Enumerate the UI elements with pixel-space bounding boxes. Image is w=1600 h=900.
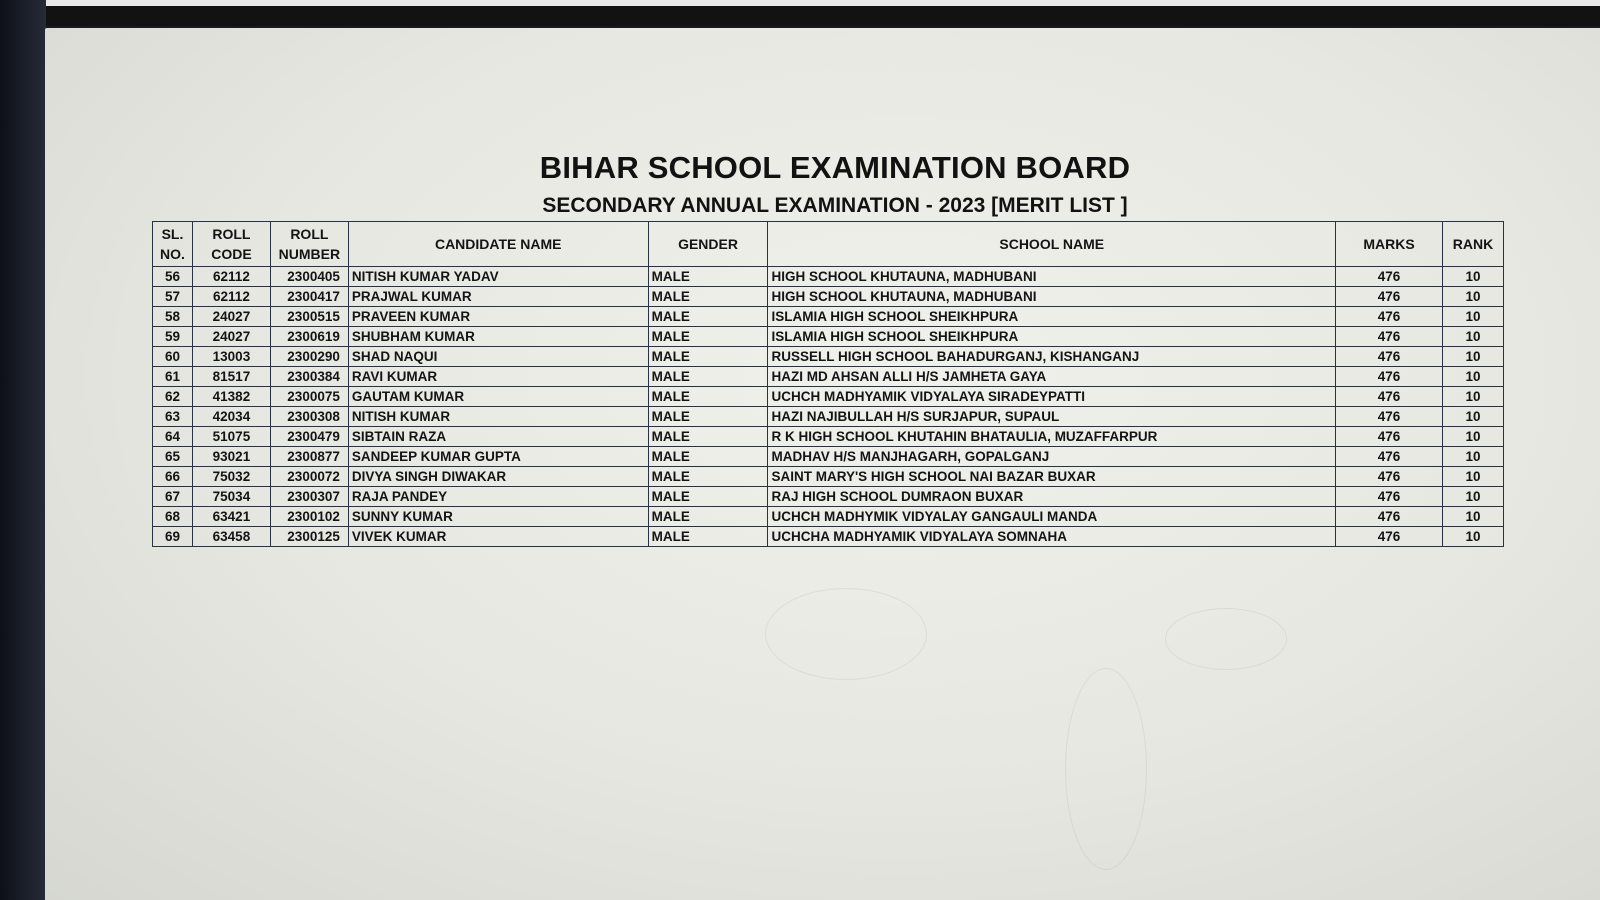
cell-gender: MALE [648,407,768,427]
cell-school-name: RUSSELL HIGH SCHOOL BAHADURGANJ, KISHANGANJ [768,347,1336,367]
cell-roll-number: 2300417 [270,287,348,307]
cell-candidate-name: PRAJWAL KUMAR [348,287,648,307]
cell-rank: 10 [1442,287,1503,307]
merit-list-table [152,221,1504,547]
cell-candidate-name: SANDEEP KUMAR GUPTA [348,447,648,467]
cell-school-name: UCHCH MADHYMIK VIDYALAY GANGAULI MANDA [768,507,1336,527]
cell-roll-number: 2300308 [270,407,348,427]
table-row [153,347,1504,367]
cell-candidate-name: PRAVEEN KUMAR [348,307,648,327]
table-body [153,267,1504,547]
table-row [153,507,1504,527]
table-row [153,407,1504,427]
cell-roll-code: 51075 [192,427,270,447]
cell-roll-number: 2300307 [270,487,348,507]
cell-roll-number: 2300125 [270,527,348,547]
cell-roll-code: 24027 [192,327,270,347]
cell-roll-number: 2300290 [270,347,348,367]
cell-marks: 476 [1336,267,1443,287]
cell-roll-code: 41382 [192,387,270,407]
header-roll-number-line2: NUMBER [278,246,341,262]
cell-school-name: ISLAMIA HIGH SCHOOL SHEIKHPURA [768,327,1336,347]
header-marks: MARKS [1336,222,1443,267]
header-candidate-name: CANDIDATE NAME [348,222,648,267]
cell-sl-no: 62 [153,387,193,407]
cell-rank: 10 [1442,527,1503,547]
table-row [153,447,1504,467]
cell-marks: 476 [1336,367,1443,387]
cell-roll-number: 2300877 [270,447,348,467]
cell-sl-no: 67 [153,487,193,507]
cell-rank: 10 [1442,487,1503,507]
screen-smudge [1165,608,1287,670]
cell-marks: 476 [1336,527,1443,547]
table-row [153,387,1504,407]
cell-gender: MALE [648,347,768,367]
header-roll-code-line1: ROLL [212,226,251,242]
cell-candidate-name: SHUBHAM KUMAR [348,327,648,347]
header-roll-code [192,222,270,267]
cell-roll-code: 81517 [192,367,270,387]
cell-roll-number: 2300102 [270,507,348,527]
cell-sl-no: 66 [153,467,193,487]
cell-sl-no: 69 [153,527,193,547]
cell-roll-number: 2300075 [270,387,348,407]
table-row [153,267,1504,287]
cell-marks: 476 [1336,467,1443,487]
cell-candidate-name: GAUTAM KUMAR [348,387,648,407]
header-row [153,222,1504,267]
cell-rank: 10 [1442,347,1503,367]
table-row [153,307,1504,327]
cell-school-name: R K HIGH SCHOOL KHUTAHIN BHATAULIA, MUZAFFARPUR [768,427,1336,447]
header-roll-code-line2: CODE [211,246,252,262]
cell-school-name: HIGH SCHOOL KHUTAUNA, MADHUBANI [768,287,1336,307]
cell-school-name: UCHCH MADHYAMIK VIDYALAYA SIRADEYPATTI [768,387,1336,407]
table-row [153,427,1504,447]
cell-school-name: SAINT MARY'S HIGH SCHOOL NAI BAZAR BUXAR [768,467,1336,487]
cell-school-name: UCHCHA MADHYAMIK VIDYALAYA SOMNAHA [768,527,1336,547]
cell-roll-number: 2300479 [270,427,348,447]
cell-sl-no: 56 [153,267,193,287]
cell-roll-code: 13003 [192,347,270,367]
cell-roll-number: 2300405 [270,267,348,287]
cell-marks: 476 [1336,287,1443,307]
cell-roll-code: 62112 [192,267,270,287]
monitor-left-bezel [0,0,46,900]
cell-sl-no: 68 [153,507,193,527]
document-title: BIHAR SCHOOL EXAMINATION BOARD [539,150,1131,185]
table-row [153,367,1504,387]
cell-roll-code: 75032 [192,467,270,487]
cell-roll-code: 42034 [192,407,270,427]
cell-marks: 476 [1336,407,1443,427]
cell-candidate-name: SIBTAIN RAZA [348,427,648,447]
cell-sl-no: 58 [153,307,193,327]
cell-gender: MALE [648,307,768,327]
cell-sl-no: 57 [153,287,193,307]
cell-marks: 476 [1336,487,1443,507]
header-roll-number-line1: ROLL [290,226,329,242]
cell-roll-code: 63458 [192,527,270,547]
cell-candidate-name: VIVEK KUMAR [348,527,648,547]
cell-roll-code: 24027 [192,307,270,327]
cell-candidate-name: SHAD NAQUI [348,347,648,367]
cell-rank: 10 [1442,507,1503,527]
header-gender: GENDER [648,222,768,267]
cell-candidate-name: RAVI KUMAR [348,367,648,387]
cell-school-name: ISLAMIA HIGH SCHOOL SHEIKHPURA [768,307,1336,327]
cell-school-name: RAJ HIGH SCHOOL DUMRAON BUXAR [768,487,1336,507]
cell-rank: 10 [1442,387,1503,407]
cell-sl-no: 61 [153,367,193,387]
header-roll-number [270,222,348,267]
cell-marks: 476 [1336,387,1443,407]
screen-smudge [1065,668,1147,870]
cell-gender: MALE [648,327,768,347]
cell-gender: MALE [648,387,768,407]
cell-rank: 10 [1442,327,1503,347]
cell-rank: 10 [1442,267,1503,287]
cell-rank: 10 [1442,447,1503,467]
cell-sl-no: 60 [153,347,193,367]
cell-gender: MALE [648,287,768,307]
cell-marks: 476 [1336,427,1443,447]
cell-school-name: MADHAV H/S MANJHAGARH, GOPALGANJ [768,447,1336,467]
table-row [153,287,1504,307]
cell-gender: MALE [648,267,768,287]
document-subtitle: SECONDARY ANNUAL EXAMINATION - 2023 [MERIT LIST ] [542,194,1128,217]
table-row [153,487,1504,507]
cell-candidate-name: DIVYA SINGH DIWAKAR [348,467,648,487]
cell-sl-no: 59 [153,327,193,347]
cell-roll-code: 93021 [192,447,270,467]
cell-roll-number: 2300384 [270,367,348,387]
cell-sl-no: 63 [153,407,193,427]
cell-gender: MALE [648,467,768,487]
cell-marks: 476 [1336,507,1443,527]
table-row [153,527,1504,547]
cell-roll-number: 2300072 [270,467,348,487]
cell-candidate-name: SUNNY KUMAR [348,507,648,527]
header-school-name: SCHOOL NAME [768,222,1336,267]
cell-roll-code: 63421 [192,507,270,527]
cell-rank: 10 [1442,427,1503,447]
cell-candidate-name: NITISH KUMAR [348,407,648,427]
cell-gender: MALE [648,527,768,547]
header-rank: RANK [1442,222,1503,267]
table-row [153,327,1504,347]
table-header [153,222,1504,267]
header-sl-no [153,222,193,267]
cell-school-name: HAZI MD AHSAN ALLI H/S JAMHETA GAYA [768,367,1336,387]
cell-sl-no: 64 [153,427,193,447]
cell-gender: MALE [648,367,768,387]
cell-rank: 10 [1442,307,1503,327]
cell-candidate-name: RAJA PANDEY [348,487,648,507]
cell-gender: MALE [648,447,768,467]
cell-rank: 10 [1442,407,1503,427]
cell-marks: 476 [1336,327,1443,347]
cell-school-name: HAZI NAJIBULLAH H/S SURJAPUR, SUPAUL [768,407,1336,427]
cell-marks: 476 [1336,447,1443,467]
cell-gender: MALE [648,427,768,447]
cell-candidate-name: NITISH KUMAR YADAV [348,267,648,287]
cell-gender: MALE [648,507,768,527]
cell-roll-code: 75034 [192,487,270,507]
cell-roll-code: 62112 [192,287,270,307]
cell-rank: 10 [1442,467,1503,487]
screen-smudge [765,588,927,680]
cell-roll-number: 2300515 [270,307,348,327]
table-row [153,467,1504,487]
cell-marks: 476 [1336,307,1443,327]
cell-sl-no: 65 [153,447,193,467]
header-sl-line1: SL. [161,226,184,242]
header-sl-line2: NO. [160,246,185,262]
cell-gender: MALE [648,487,768,507]
cell-roll-number: 2300619 [270,327,348,347]
cell-rank: 10 [1442,367,1503,387]
cell-marks: 476 [1336,347,1443,367]
monitor-top-bezel [0,0,1600,26]
cell-school-name: HIGH SCHOOL KHUTAUNA, MADHUBANI [768,267,1336,287]
